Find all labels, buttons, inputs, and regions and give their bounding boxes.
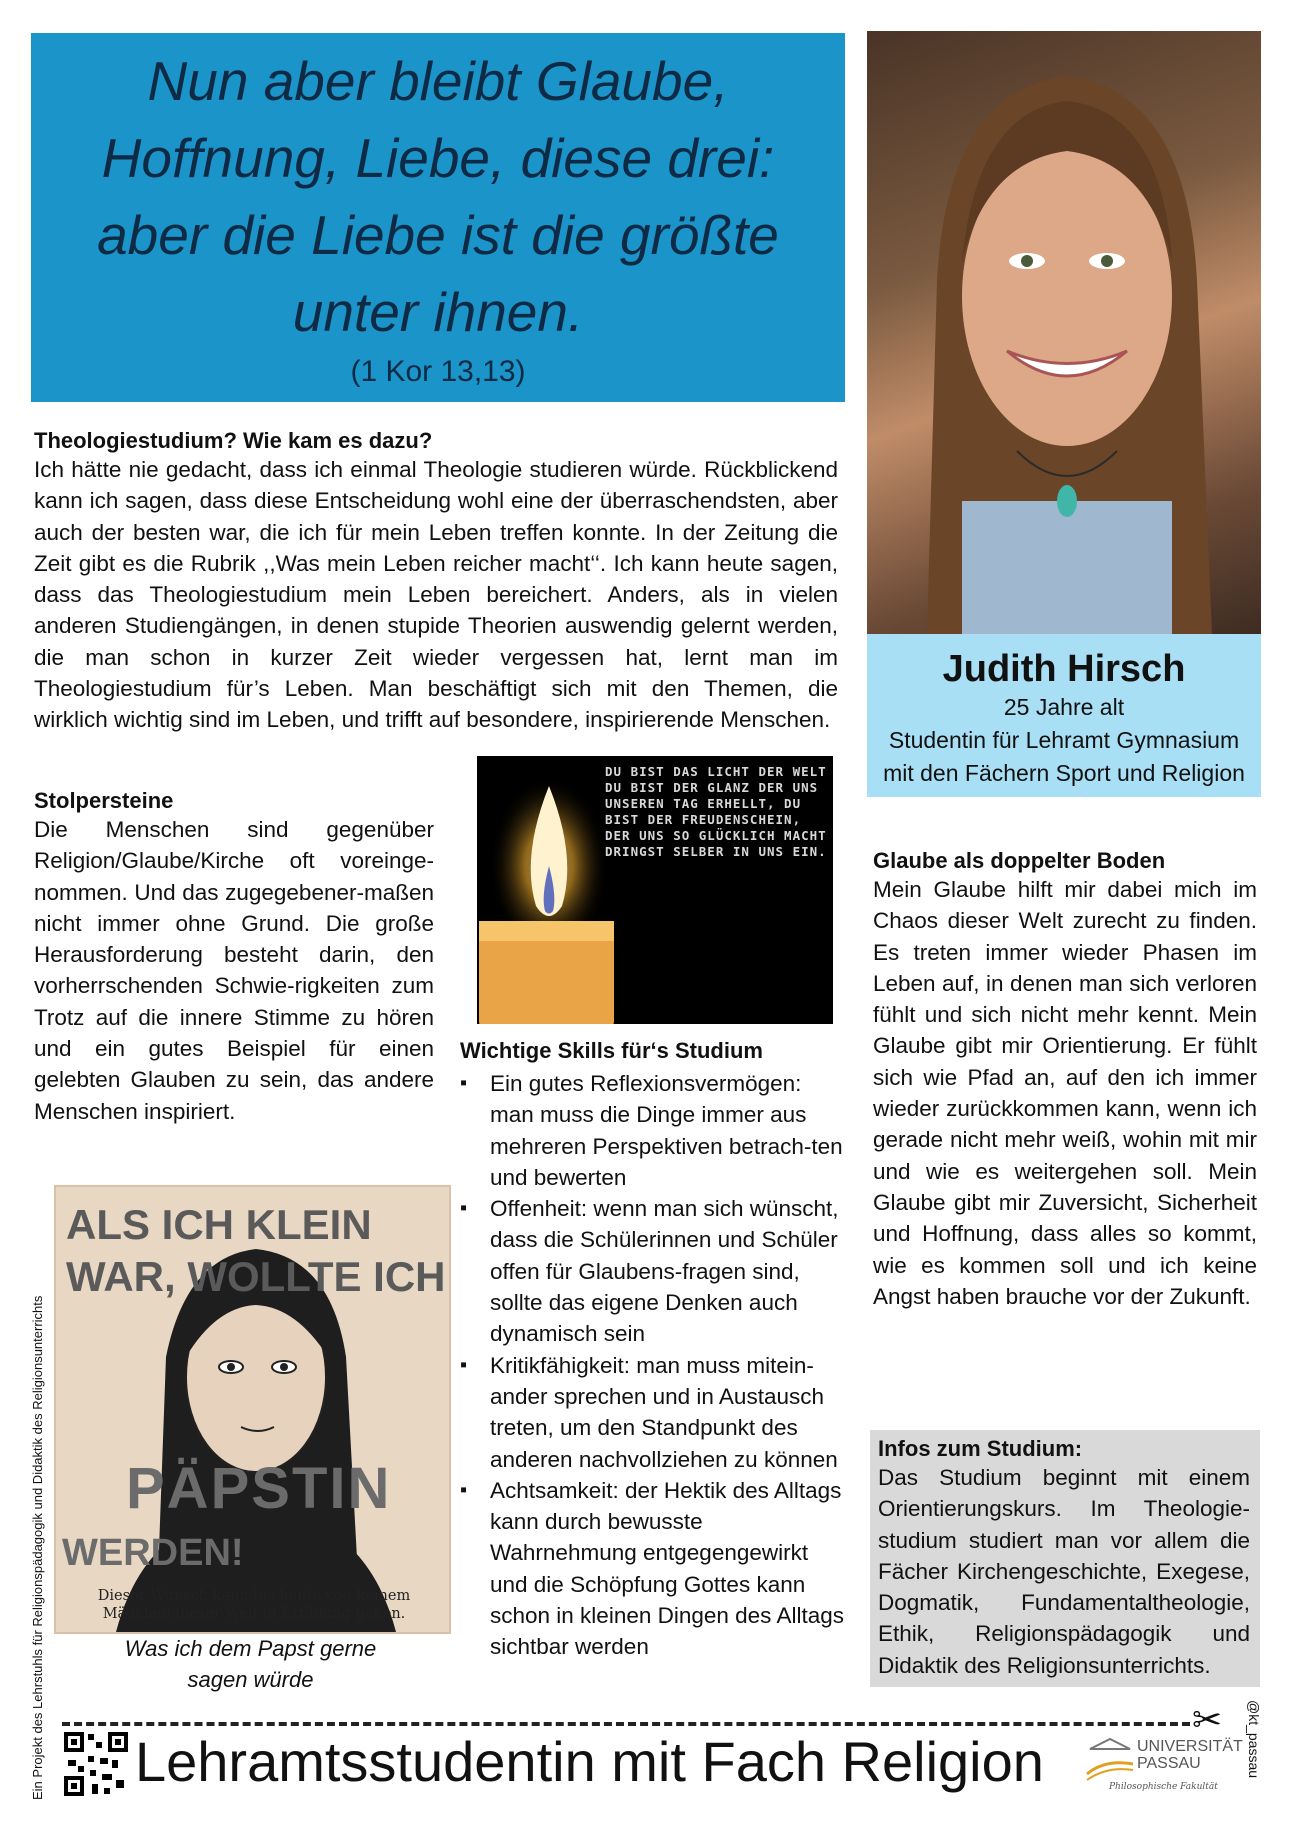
candle-image (477, 756, 833, 1024)
list-item: ▪ Offenheit: wenn man sich wünscht, dass die Schülerinnen und Schüler offen für Glaubens-fragen sind, sollte das eigene Denken auch dynamisch sein (460, 1193, 850, 1349)
vertical-credit: Ein Projekt des Lehrstuhls für Religionspädagogik und Didaktik des Religionsunterrichts (30, 1295, 45, 1800)
quote-reference: (1 Kor 13,13) (350, 355, 526, 388)
section-heading: Glaube als doppelter Boden (873, 848, 1166, 873)
section-theologiestudium (34, 428, 838, 736)
profile-line1: Studentin für Lehramt Gymnasium (888, 727, 1240, 753)
section-glaube (873, 848, 1257, 1312)
poster-subtitle (54, 1633, 447, 1695)
list-item: ▪ Kritikfähigkeit: man muss mitein-ander sprechen und in Austausch treten, um den Standpunkt des anderen nachvollziehen zu können (460, 1350, 850, 1475)
qr-code-icon (62, 1730, 130, 1798)
list-item: ▪ Ein gutes Reflexionsvermögen: man muss die Dinge immer aus mehreren Perspektiven betrach-ten und bewerten (460, 1068, 850, 1193)
candle-text: DU BIST DAS LICHT DER WELT DU BIST DER GLANZ DER UNS UNSEREN TAG ERHELLT, DU BIST DER FREUDENSCHEIN, DER UNS SO GLÜCKLICH MACHT DRINGST SELBER IN UNS EIN. (605, 764, 827, 859)
profile-photo (867, 31, 1261, 634)
profile-photo-illustration (867, 31, 1261, 634)
section-skills (460, 1038, 850, 1663)
section-heading: Infos zum Studium: (878, 1436, 1083, 1461)
section-heading: Theologiestudium? Wie kam es dazu? (34, 428, 433, 453)
section-text: Mein Glaube hilft mir dabei mich im Chaos dieser Welt zurecht zu finden. Es treten immer wieder Phasen im Leben auf, in denen man sich verloren fühlt und sich nicht mehr kennt. Mein Glaube gibt mir Orientierung. Er fühlt sich wie Pfad an, auf den ich immer wieder zurückkommen kann, wenn ich gerade nicht mehr weiß, wohin mit mir und wie es weitergehen soll. Mein Glaube gibt mir Zuversicht, Sicherheit und Hoffnung, dass alles so kommt, wie es kommen soll und ich keine Angst haben brauche vor der Zukunft. (873, 877, 1257, 1309)
instagram-handle: @kt_passau (1246, 1700, 1262, 1779)
list-item: ▪ Achtsamkeit: der Hektik des Alltags kann durch bewusste Wahrnehmung entgegengewirkt und die Schöpfung Gottes kann schon in kleinen Dingen des Alltags sichtbar werden (460, 1475, 850, 1663)
university-name (1137, 1738, 1243, 1772)
profile-box (867, 634, 1261, 797)
section-text: Das Studium beginnt mit einem Orientierungskurs. Im Theologie-studium studiert man vor allem die Fächer Kirchengeschichte, Exegese, Dogmatik, Fundamentaltheologie, Ethik, Religionspädagogik und Didaktik des Religionsunterrichts. (878, 1465, 1250, 1678)
footer-title: Lehramtsstudentin mit Fach Religion (135, 1730, 1044, 1793)
profile-line2: mit den Fächern Sport und Religion (883, 760, 1245, 786)
vertical-credit-wrap (30, 1295, 50, 1810)
section-stolpersteine (34, 788, 434, 1127)
poster-title (66, 1199, 446, 1303)
section-heading: Stolpersteine (34, 788, 174, 813)
poster-werden: WERDEN! (62, 1532, 244, 1574)
university-line1: UNIVERSITÄT (1137, 1738, 1243, 1755)
poster-caption: Dieser Wunsch kann bis heute von keinem Mädchen dieser Welt in Erfüllung gehen. (97, 1588, 411, 1622)
profile-name: Judith Hirsch (942, 648, 1186, 690)
poster-line1: ALS ICH KLEIN (66, 1201, 372, 1248)
quote-text: Nun aber bleibt Glaube, Hoffnung, Liebe, diese drei: aber die Liebe ist die größte unter ihnen. (97, 50, 779, 343)
section-heading: Wichtige Skills für‘s Studium (460, 1038, 763, 1063)
scissors-icon: ✂ (1192, 1699, 1223, 1740)
poster-big: PÄPSTIN (126, 1456, 392, 1521)
faculty-name: Philosophische Fakultät (1109, 1782, 1218, 1792)
university-logo-icon (1085, 1734, 1135, 1784)
poster-line2: WAR, WOLLTE ICH (66, 1253, 446, 1300)
profile-age: 25 Jahre alt (1003, 694, 1125, 720)
poster-subtitle-line1: Was ich dem Papst gerne (124, 1636, 377, 1661)
instagram-wrap (1246, 1700, 1282, 1779)
papst-poster (54, 1185, 451, 1634)
poster-subtitle-line2: sagen würde (187, 1667, 314, 1692)
section-text: Die Menschen sind gegenüber Religion/Glaube/Kirche oft voreinge-nommen. Und das zugegebener-maßen nicht immer ohne Grund. Die große Herausforderung besteht darin, den vorherrschenden Schwie-rigkeiten zum Trotz auf die innere Stimme zu hören und ein gutes Beispiel für einen gelebten Glauben zu sein, das andere Menschen inspiriert. (34, 817, 434, 1124)
skills-list (460, 1068, 850, 1663)
university-logo (1085, 1734, 1243, 1804)
quote-box (31, 33, 845, 402)
university-line2: PASSAU (1137, 1755, 1201, 1772)
section-infos (870, 1430, 1260, 1687)
section-text: Ich hätte nie gedacht, dass ich einmal Theologie studieren würde. Rückblickend kann ich sagen, dass diese Entscheidung wohl eine der überraschendsten, aber auch der besten war, die ich für mein Leben treffen konnte. In der Zeitung die Zeit gibt es die Rubrik ,,Was mein Leben reicher macht‘‘. Ich kann heute sagen, dass das Theologiestudium mein Leben bereichert. Anders, als in vielen anderen Studiengängen, in denen stupide Theorien auswendig gelernt werden, die man schon in kurzer Zeit wieder vergessen hat, lernt man im Theologiestudium für’s Leben. Man beschäftigt sich mit den Themen, die wirklich wichtig sind im Leben, und trifft auf besondere, inspirierende Menschen. (34, 457, 838, 733)
